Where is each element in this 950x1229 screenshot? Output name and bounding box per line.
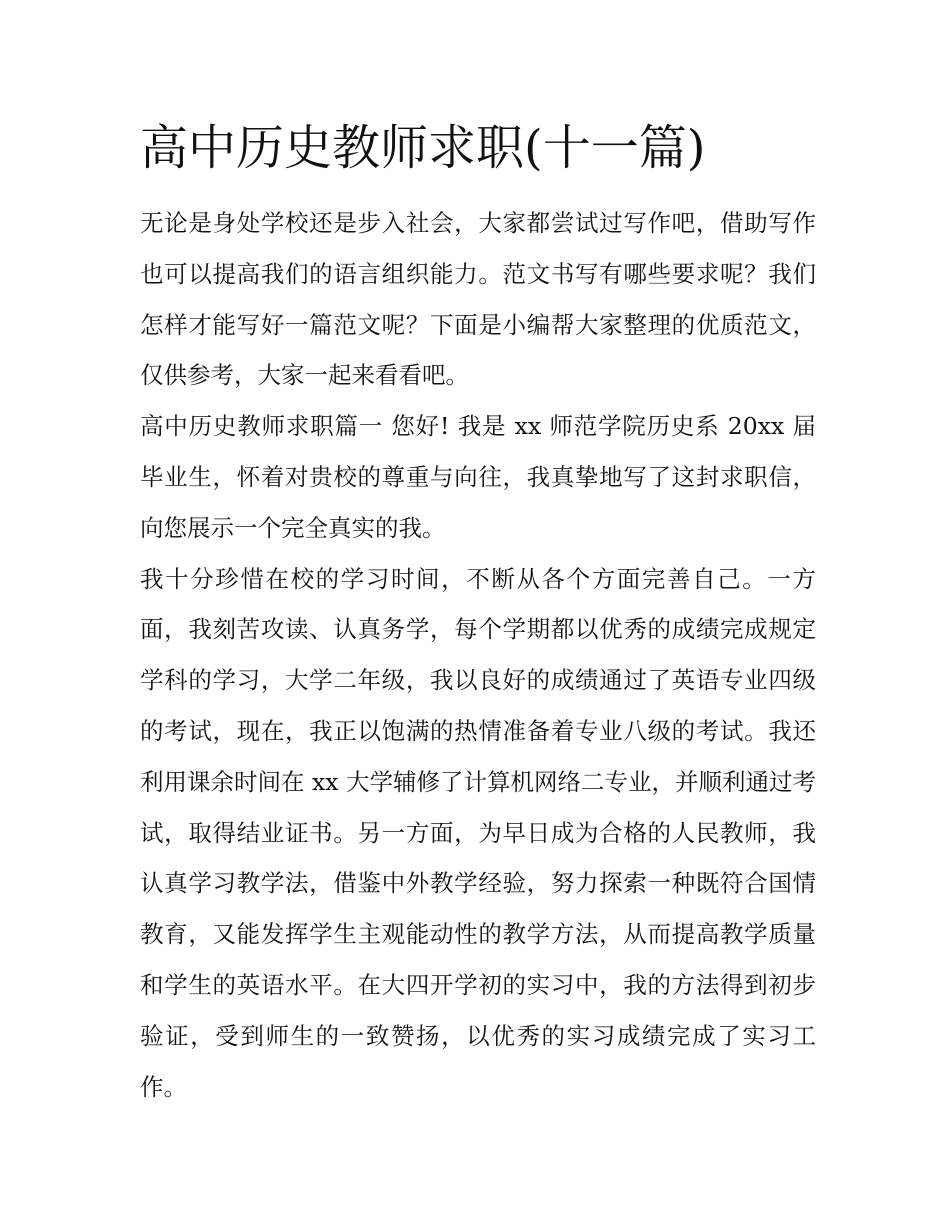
paragraph-greeting: 高中历史教师求职篇一 您好! 我是 xx 师范学院历史系 20xx 届毕业生，怀着对贵校的尊重与向往，我真挚地写了这封求职信，向您展示一个完全真实的我。 — [140, 412, 816, 542]
document-body — [140, 198, 816, 1112]
paragraph-study: 我十分珍惜在校的学习时间，不断从各个方面完善自己。一方面，我刻苦攻读、认真务学，每个学期都以优秀的成绩完成规定学科的学习，大学二年级，我以良好的成绩通过了英语专业四级的考试，现在，我正以饱满的热情准备着专业八级的考试。我还利用课余时间在 xx 大学辅修了计算机网络二专业，并顺利通过考试，取得结业证书。另一方面，为早日成为合格的人民教师，我认真学习教学法，借鉴中外教学经验，努力探索一种既符合国情教育，又能发挥学生主观能动性的教学方法，从而提高教学质量和学生的英语水平。在大四开学初的实习中，我的方法得到初步验证，受到师生的一致赞扬，以优秀的实习成绩完成了实习工作。 — [140, 564, 816, 1101]
document-title: 高中历史教师求职(十一篇) — [140, 120, 706, 176]
paragraph-intro: 无论是身处学校还是步入社会，大家都尝试过写作吧，借助写作也可以提高我们的语言组织能力。范文书写有哪些要求呢？我们怎样才能写好一篇范文呢？下面是小编帮大家整理的优质范文，仅供参考，大家一起来看看吧。 — [140, 209, 816, 390]
